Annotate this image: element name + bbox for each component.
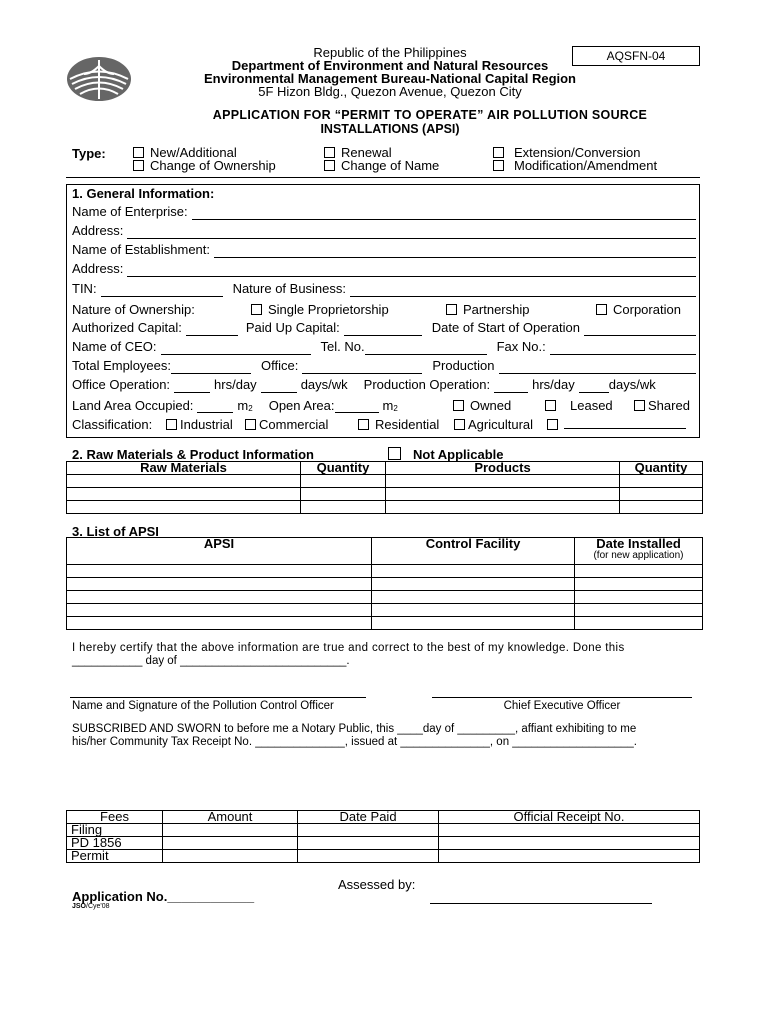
type-label: Type:: [72, 146, 106, 161]
production-hrs-field[interactable]: [494, 381, 528, 393]
pco-signature-line[interactable]: [70, 697, 366, 698]
type-option-change-name[interactable]: Change of Name: [324, 158, 439, 173]
pco-label: Name and Signature of the Pollution Control Officer: [72, 700, 334, 712]
class-commercial[interactable]: Commercial: [245, 417, 328, 432]
fax-field[interactable]: [550, 342, 696, 355]
col-control-facility: Control Facility: [372, 538, 575, 565]
land-shared[interactable]: Shared: [634, 398, 690, 413]
divider: [66, 177, 700, 178]
form-title-line1: APPLICATION FOR “PERMIT TO OPERATE” AIR POLLUTION SOURCE: [212, 108, 648, 122]
general-heading: 1. General Information:: [72, 186, 215, 201]
certify-text: I hereby certify that the above information are true and correct to the best of my knowledge. Done this: [72, 642, 625, 654]
class-other[interactable]: [547, 417, 686, 432]
operation-row: Office Operation: hrs/day days/wk Production Operation: hrs/day days/wk: [72, 377, 656, 392]
certify-date: ___________ day of __________________________.: [72, 655, 350, 667]
date-note: (for new application): [593, 550, 684, 561]
address1-field[interactable]: [127, 226, 696, 239]
date-start-field[interactable]: [584, 323, 696, 336]
table-row[interactable]: [67, 591, 703, 604]
type-option-renewal[interactable]: Renewal: [324, 145, 392, 160]
checkbox-icon[interactable]: [251, 304, 262, 315]
col-quantity: Quantity: [301, 462, 386, 475]
ceo-label: Chief Executive Officer: [503, 700, 621, 712]
table-header-row: [67, 811, 700, 824]
land-row: Land Area Occupied: m $_2$ Open Area: m $_2$: [72, 398, 398, 413]
checkbox-icon[interactable]: [454, 419, 465, 430]
checkbox-icon[interactable]: [245, 419, 256, 430]
col-date-paid: Date Paid: [298, 811, 439, 824]
checkbox-icon[interactable]: [493, 160, 504, 171]
tel-field[interactable]: [365, 343, 487, 355]
table-row[interactable]: Permit: [67, 850, 700, 863]
land-area-field[interactable]: [197, 401, 233, 413]
tin-field[interactable]: [101, 285, 223, 297]
employees-row: Total Employees: Office: Production: [72, 358, 696, 374]
checkbox-icon[interactable]: [388, 447, 401, 460]
col-raw-materials: Raw Materials: [67, 462, 301, 475]
application-no[interactable]: Application No.____________: [72, 889, 255, 904]
office-employees-field[interactable]: [302, 362, 422, 374]
denr-logo: [66, 54, 132, 104]
table-row[interactable]: [67, 475, 703, 488]
ownership-single[interactable]: Single Proprietorship: [251, 302, 389, 317]
class-other-field[interactable]: [564, 417, 686, 429]
table-row[interactable]: [67, 565, 703, 578]
department-text: Department of Environment and Natural Resources: [231, 58, 549, 73]
col-apsi: APSI: [67, 538, 372, 565]
class-agricultural[interactable]: Agricultural: [454, 417, 533, 432]
land-owned[interactable]: Owned: [453, 398, 511, 413]
table-header-row: [67, 538, 703, 565]
checkbox-icon[interactable]: [596, 304, 607, 315]
table-row[interactable]: PD 1856: [67, 837, 700, 850]
ownership-partnership[interactable]: Partnership: [446, 302, 529, 317]
address-text: 5F Hizon Bldg., Quezon Avenue, Quezon City: [258, 84, 522, 99]
table-header-row: [67, 462, 703, 475]
col-date-installed: Date Installed (for new application): [575, 538, 703, 565]
col-fees: Fees: [67, 811, 163, 824]
name-enterprise-field[interactable]: [192, 207, 696, 220]
tin-row: TIN: Nature of Business:: [72, 281, 696, 297]
raw-heading: 2. Raw Materials & Product Information: [72, 447, 314, 462]
col-official-receipt: Official Receipt No.: [439, 811, 700, 824]
table-row[interactable]: [67, 578, 703, 591]
production-days-field[interactable]: [579, 381, 609, 393]
ceo-signature-line[interactable]: [432, 697, 692, 698]
checkbox-icon[interactable]: [634, 400, 645, 411]
table-row[interactable]: [67, 488, 703, 501]
nature-business-field[interactable]: [350, 284, 696, 297]
ownership-corporation[interactable]: Corporation: [596, 302, 681, 317]
address2-field[interactable]: [127, 264, 696, 277]
capital-row: Authorized Capital: Paid Up Capital: Date of Start of Operation: [72, 320, 696, 336]
not-applicable[interactable]: Not Applicable: [388, 447, 504, 462]
sworn-text2: his/her Community Tax Receipt No. ______________, issued at ______________, on ___________________.: [72, 736, 638, 748]
ceo-field[interactable]: [161, 343, 311, 355]
raw-materials-table: [66, 461, 703, 514]
checkbox-icon[interactable]: [358, 419, 369, 430]
name-establishment-field[interactable]: [214, 245, 696, 258]
footer-code: JSO/Cye'08: [72, 903, 110, 910]
office-days-field[interactable]: [261, 381, 297, 393]
table-row[interactable]: Filing: [67, 824, 700, 837]
address2-row: Address:: [72, 261, 696, 277]
office-hrs-field[interactable]: [174, 381, 210, 393]
table-row[interactable]: [67, 501, 703, 514]
checkbox-icon[interactable]: [133, 160, 144, 171]
checkbox-icon[interactable]: [545, 400, 556, 411]
apsi-table: [66, 537, 703, 630]
checkbox-icon[interactable]: [324, 147, 335, 158]
republic-text: Republic of the Philippines: [313, 45, 467, 60]
table-row[interactable]: [67, 604, 703, 617]
apsi-heading: 3. List of APSI: [72, 524, 159, 539]
sworn-text1: SUBSCRIBED AND SWORN to before me a Notary Public, this ____day of _________, affiant exhibiting to me: [72, 723, 637, 735]
checkbox-icon[interactable]: [493, 147, 504, 158]
address1-row: Address:: [72, 223, 696, 239]
assessed-by-label: Assessed by:: [338, 877, 416, 892]
authorized-capital-field[interactable]: [186, 324, 238, 336]
total-employees-field[interactable]: [171, 362, 251, 374]
name-establishment-row: Name of Establishment:: [72, 242, 696, 258]
checkbox-icon[interactable]: [133, 147, 144, 158]
bureau-text: Environmental Management Bureau-National Capital Region: [204, 71, 576, 86]
type-option-extension[interactable]: Extension/Conversion: [493, 145, 640, 160]
type-option-new[interactable]: New/Additional: [133, 145, 237, 160]
form-title-line2: INSTALLATIONS (APSI): [320, 122, 460, 136]
name-enterprise-row: Name of Enterprise:: [72, 204, 696, 220]
ceo-row: Name of CEO: Tel. No. Fax No.:: [72, 339, 696, 355]
col-products: Products: [386, 462, 620, 475]
type-option-change-ownership[interactable]: Change of Ownership: [133, 158, 276, 173]
checkbox-icon[interactable]: [324, 160, 335, 171]
nature-ownership-label: Nature of Ownership:: [72, 302, 195, 317]
land-leased[interactable]: Leased: [545, 398, 613, 413]
col-amount: Amount: [163, 811, 298, 824]
classification-label: Classification:: [72, 417, 153, 432]
paid-up-capital-field[interactable]: [344, 324, 422, 336]
checkbox-icon[interactable]: [446, 304, 457, 315]
form-code: AQSFN-04: [572, 46, 700, 66]
checkbox-icon[interactable]: [166, 419, 177, 430]
production-employees-field[interactable]: [499, 361, 697, 374]
checkbox-icon[interactable]: [547, 419, 558, 430]
fees-table: [66, 810, 700, 863]
type-option-modification[interactable]: Modification/Amendment: [493, 158, 657, 173]
class-residential[interactable]: Residential: [358, 417, 439, 432]
open-area-field[interactable]: [335, 401, 379, 413]
assessor-signature-line[interactable]: [430, 903, 652, 904]
col-quantity: Quantity: [620, 462, 703, 475]
class-industrial[interactable]: Industrial: [166, 417, 233, 432]
checkbox-icon[interactable]: [453, 400, 464, 411]
table-row[interactable]: [67, 617, 703, 630]
